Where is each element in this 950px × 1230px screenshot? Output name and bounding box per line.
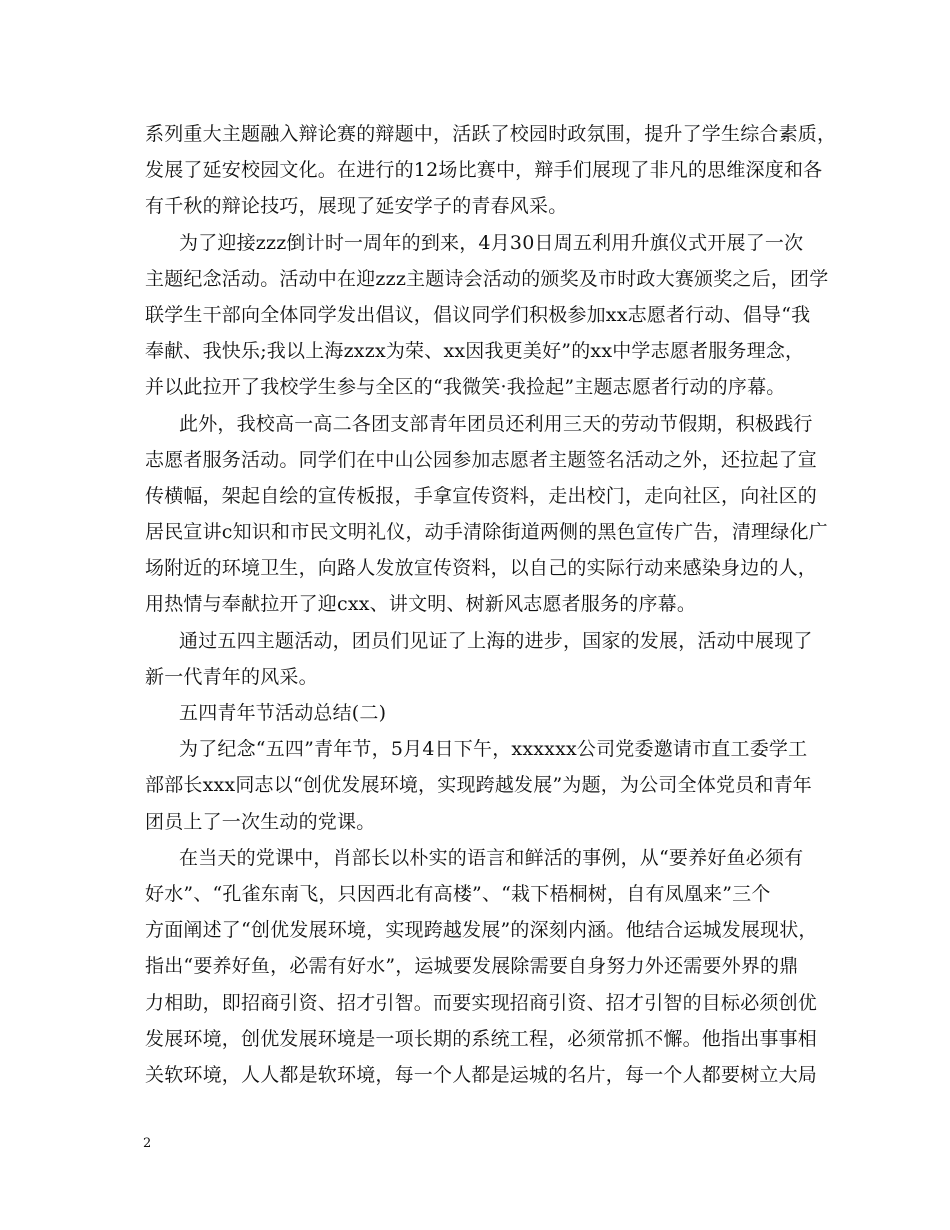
text-line: 五四青年节活动总结(二) — [179, 702, 387, 724]
text-line: 奉献、我快乐;我以上海zxzx为荣、xx因我更美好”的xx中学志愿者服务理念， — [145, 340, 805, 363]
text-line: 志愿者服务活动。同学们在中山公园参加志愿者主题签名活动之外，还拉起了宣 — [145, 448, 818, 471]
text-line: 通过五四主题活动，团员们见证了上海的进步，国家的发展，活动中展现了 — [179, 629, 813, 652]
text-line: 主题纪念活动。活动中在迎zzz主题诗会活动的颁奖及市时政大赛颁奖之后，团学 — [145, 267, 829, 290]
text-line: 新一代青年的风采。 — [145, 665, 318, 688]
text-line: 团员上了一次生动的党课。 — [145, 810, 376, 833]
text-line: 在当天的党课中，肖部长以朴实的语言和鲜活的事例，从“要养好鱼必须有 — [179, 846, 804, 869]
text-line: 场附近的环境卫生，向路人发放宣传资料，以自己的实际行动来感染身边的人， — [145, 557, 818, 580]
text-line: 部部长xxx同志以“创优发展环境，实现跨越发展”为题，为公司全体党员和青年 — [145, 774, 812, 797]
text-line: 并以此拉开了我校学生参与全区的“我微笑·我捡起”主题志愿者行动的序幕。 — [145, 376, 786, 399]
text-line: 方面阐述了“创优发展环境，实现跨越发展”的深刻内涵。他结合运城发展现状， — [145, 919, 818, 942]
text-line: 发展了延安校园文化。在进行的12场比赛中，辩手们展现了非凡的思维深度和各 — [145, 159, 823, 182]
text-line: 系列重大主题融入辩论赛的辩题中，活跃了校园时政氛围，提升了学生综合素质， — [145, 123, 837, 145]
text-line: 关软环境，人人都是软环境，每一个人都是运城的名片，每一个人都要树立大局 — [145, 1063, 818, 1086]
text-line: 居民宣讲c知识和市民文明礼仪，动手清除街道两侧的黑色宣传广告，清理绿化广 — [145, 521, 828, 544]
text-line: 发展环境，创优发展环境是一项长期的系统工程，必须常抓不懈。他指出事事相 — [145, 1027, 818, 1050]
text-line: 力相助，即招商引资、招才引智。而要实现招商引资、招才引智的目标必须创优 — [145, 991, 818, 1014]
page-number: 2 — [143, 1136, 152, 1151]
text-line: 好水”、“孔雀东南飞，只因西北有高楼”、“栽下梧桐树，自有凤凰来”三个 — [145, 882, 771, 905]
body-text — [145, 116, 837, 1093]
text-line: 联学生干部向全体同学发出倡议，倡议同学们积极参加xx志愿者行动、倡导“我 — [145, 303, 811, 326]
text-line: 传横幅，架起自绘的宣传板报，手拿宣传资料，走出校门，走向社区，向社区的 — [145, 484, 818, 507]
text-line: 指出“要养好鱼，必需有好水”，运城要发展除需要自身努力外还需要外界的鼎 — [145, 955, 799, 978]
text-line: 此外，我校高一高二各团支部青年团员还利用三天的劳动节假期，积极践行 — [179, 412, 813, 435]
text-line: 为了纪念“五四”青年节，5月4日下午，xxxxxx公司党委邀请市直工委学工 — [179, 738, 808, 761]
text-line: 有千秋的辩论技巧，展现了延安学子的青春风采。 — [145, 195, 568, 218]
text-line: 为了迎接zzz倒计时一周年的到来，4月30日周五利用升旗仪式开展了一次 — [179, 231, 804, 254]
text-line: 用热情与奉献拉开了迎cxx、讲文明、树新风志愿者服务的序幕。 — [145, 593, 697, 616]
